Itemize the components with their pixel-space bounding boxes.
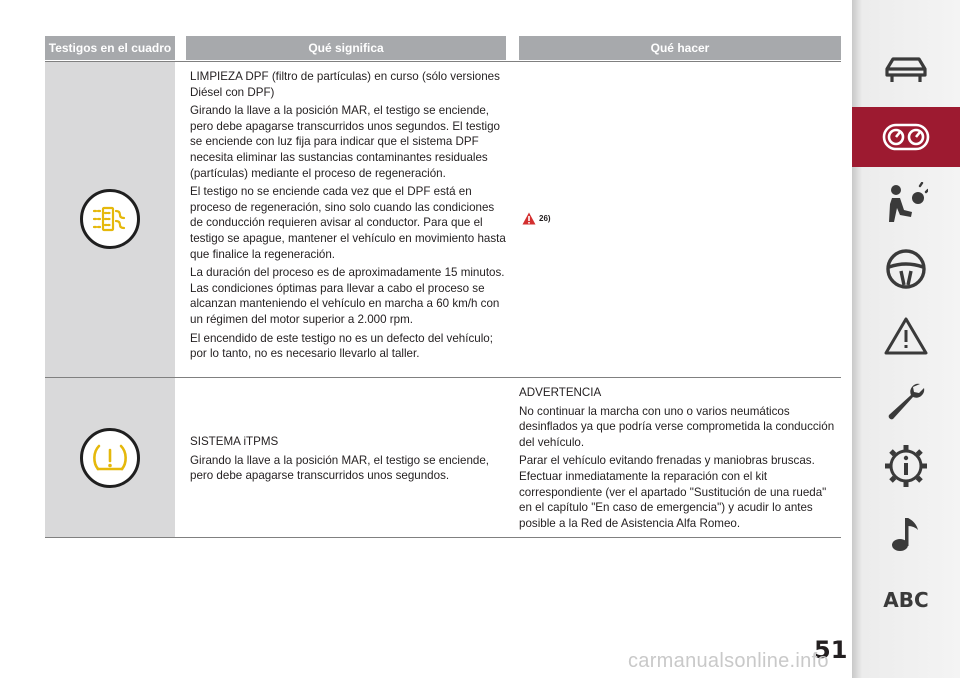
header-warning-lights: Testigos en el cuadro bbox=[45, 36, 175, 60]
wrench-icon[interactable] bbox=[852, 376, 960, 428]
paragraph: Girando la llave a la posición MAR, el testigo se enciende, pero debe apagarse transcurridos unos segundos. El testigo se enciende con luz fija para indicar que el sistema DPF necesita eliminar las sustancias contaminantes residuales (partículas) mediante el proceso de regeneración. bbox=[190, 104, 501, 180]
abc-label: ABC bbox=[883, 588, 929, 612]
warning-triangle-icon[interactable] bbox=[852, 310, 960, 362]
page-number: 51 bbox=[814, 636, 848, 664]
warning-reference[interactable] bbox=[522, 212, 551, 225]
tpms-warning-icon bbox=[80, 428, 140, 488]
paragraph: LIMPIEZA DPF (filtro de partículas) en curso (sólo versiones Diésel con DPF) bbox=[190, 70, 500, 99]
paragraph: Parar el vehículo evitando frenadas y maniobras bruscas. Efectuar inmediatamente la reparación con el kit correspondiente (ver el apartado "Sustitución de una rueda" en el capítulo "En caso de emergencia") y acudir lo antes posible a la Red de Asistencia Alfa Romeo. bbox=[519, 454, 827, 530]
tpms-meaning-text bbox=[190, 434, 508, 487]
glossary-abc-tab[interactable] bbox=[852, 584, 960, 616]
dashboard-icon[interactable] bbox=[852, 107, 960, 167]
paragraph: El encendido de este testigo no es un defecto del vehículo; por lo tanto, no es necesario llevarlo al taller. bbox=[190, 331, 493, 361]
dpf-regeneration-warning-icon bbox=[80, 189, 140, 249]
paragraph: La duración del proceso es de aproximadamente 15 minutos. Las condiciones óptimas para llevar a cabo el proceso se alcanzan manteniendo el vehículo en marcha a 60 km/h con un régimen del motor superior a 2.000 rpm. bbox=[190, 266, 505, 326]
watermark: carmanualsonline.info bbox=[628, 650, 829, 672]
tpms-action-text bbox=[519, 385, 841, 534]
paragraph: El testigo no se enciende cada vez que el DPF está en proceso de regeneración, sino solo cuando las condiciones de conducción requieren avisar al conductor. Para que el testigo se apague, mantener el vehículo en movimiento hasta que finalice la regeneración. bbox=[190, 185, 506, 261]
music-note-icon[interactable] bbox=[852, 508, 960, 560]
row-divider bbox=[45, 377, 841, 378]
paragraph: No continuar la marcha con uno o varios neumáticos desinflados ya que podría verse comprometida la conducción del vehículo. bbox=[519, 404, 835, 449]
header-meaning: Qué significa bbox=[186, 36, 506, 60]
paragraph: ADVERTENCIA bbox=[519, 386, 602, 399]
car-icon[interactable] bbox=[852, 44, 960, 96]
row-divider bbox=[45, 537, 841, 538]
dpf-meaning-text bbox=[190, 69, 508, 365]
paragraph: SISTEMA iTPMS bbox=[190, 435, 279, 448]
header-action: Qué hacer bbox=[519, 36, 841, 60]
reference-number: 26) bbox=[539, 214, 551, 223]
info-gear-icon[interactable] bbox=[852, 440, 960, 492]
airbag-icon[interactable] bbox=[852, 178, 960, 230]
warning-triangle-icon bbox=[522, 212, 536, 225]
chapter-sidebar bbox=[852, 0, 960, 678]
steering-wheel-icon[interactable] bbox=[852, 243, 960, 295]
row-divider bbox=[45, 61, 841, 62]
paragraph: Girando la llave a la posición MAR, el testigo se enciende, pero debe apagarse transcurridos unos segundos. bbox=[190, 453, 490, 483]
